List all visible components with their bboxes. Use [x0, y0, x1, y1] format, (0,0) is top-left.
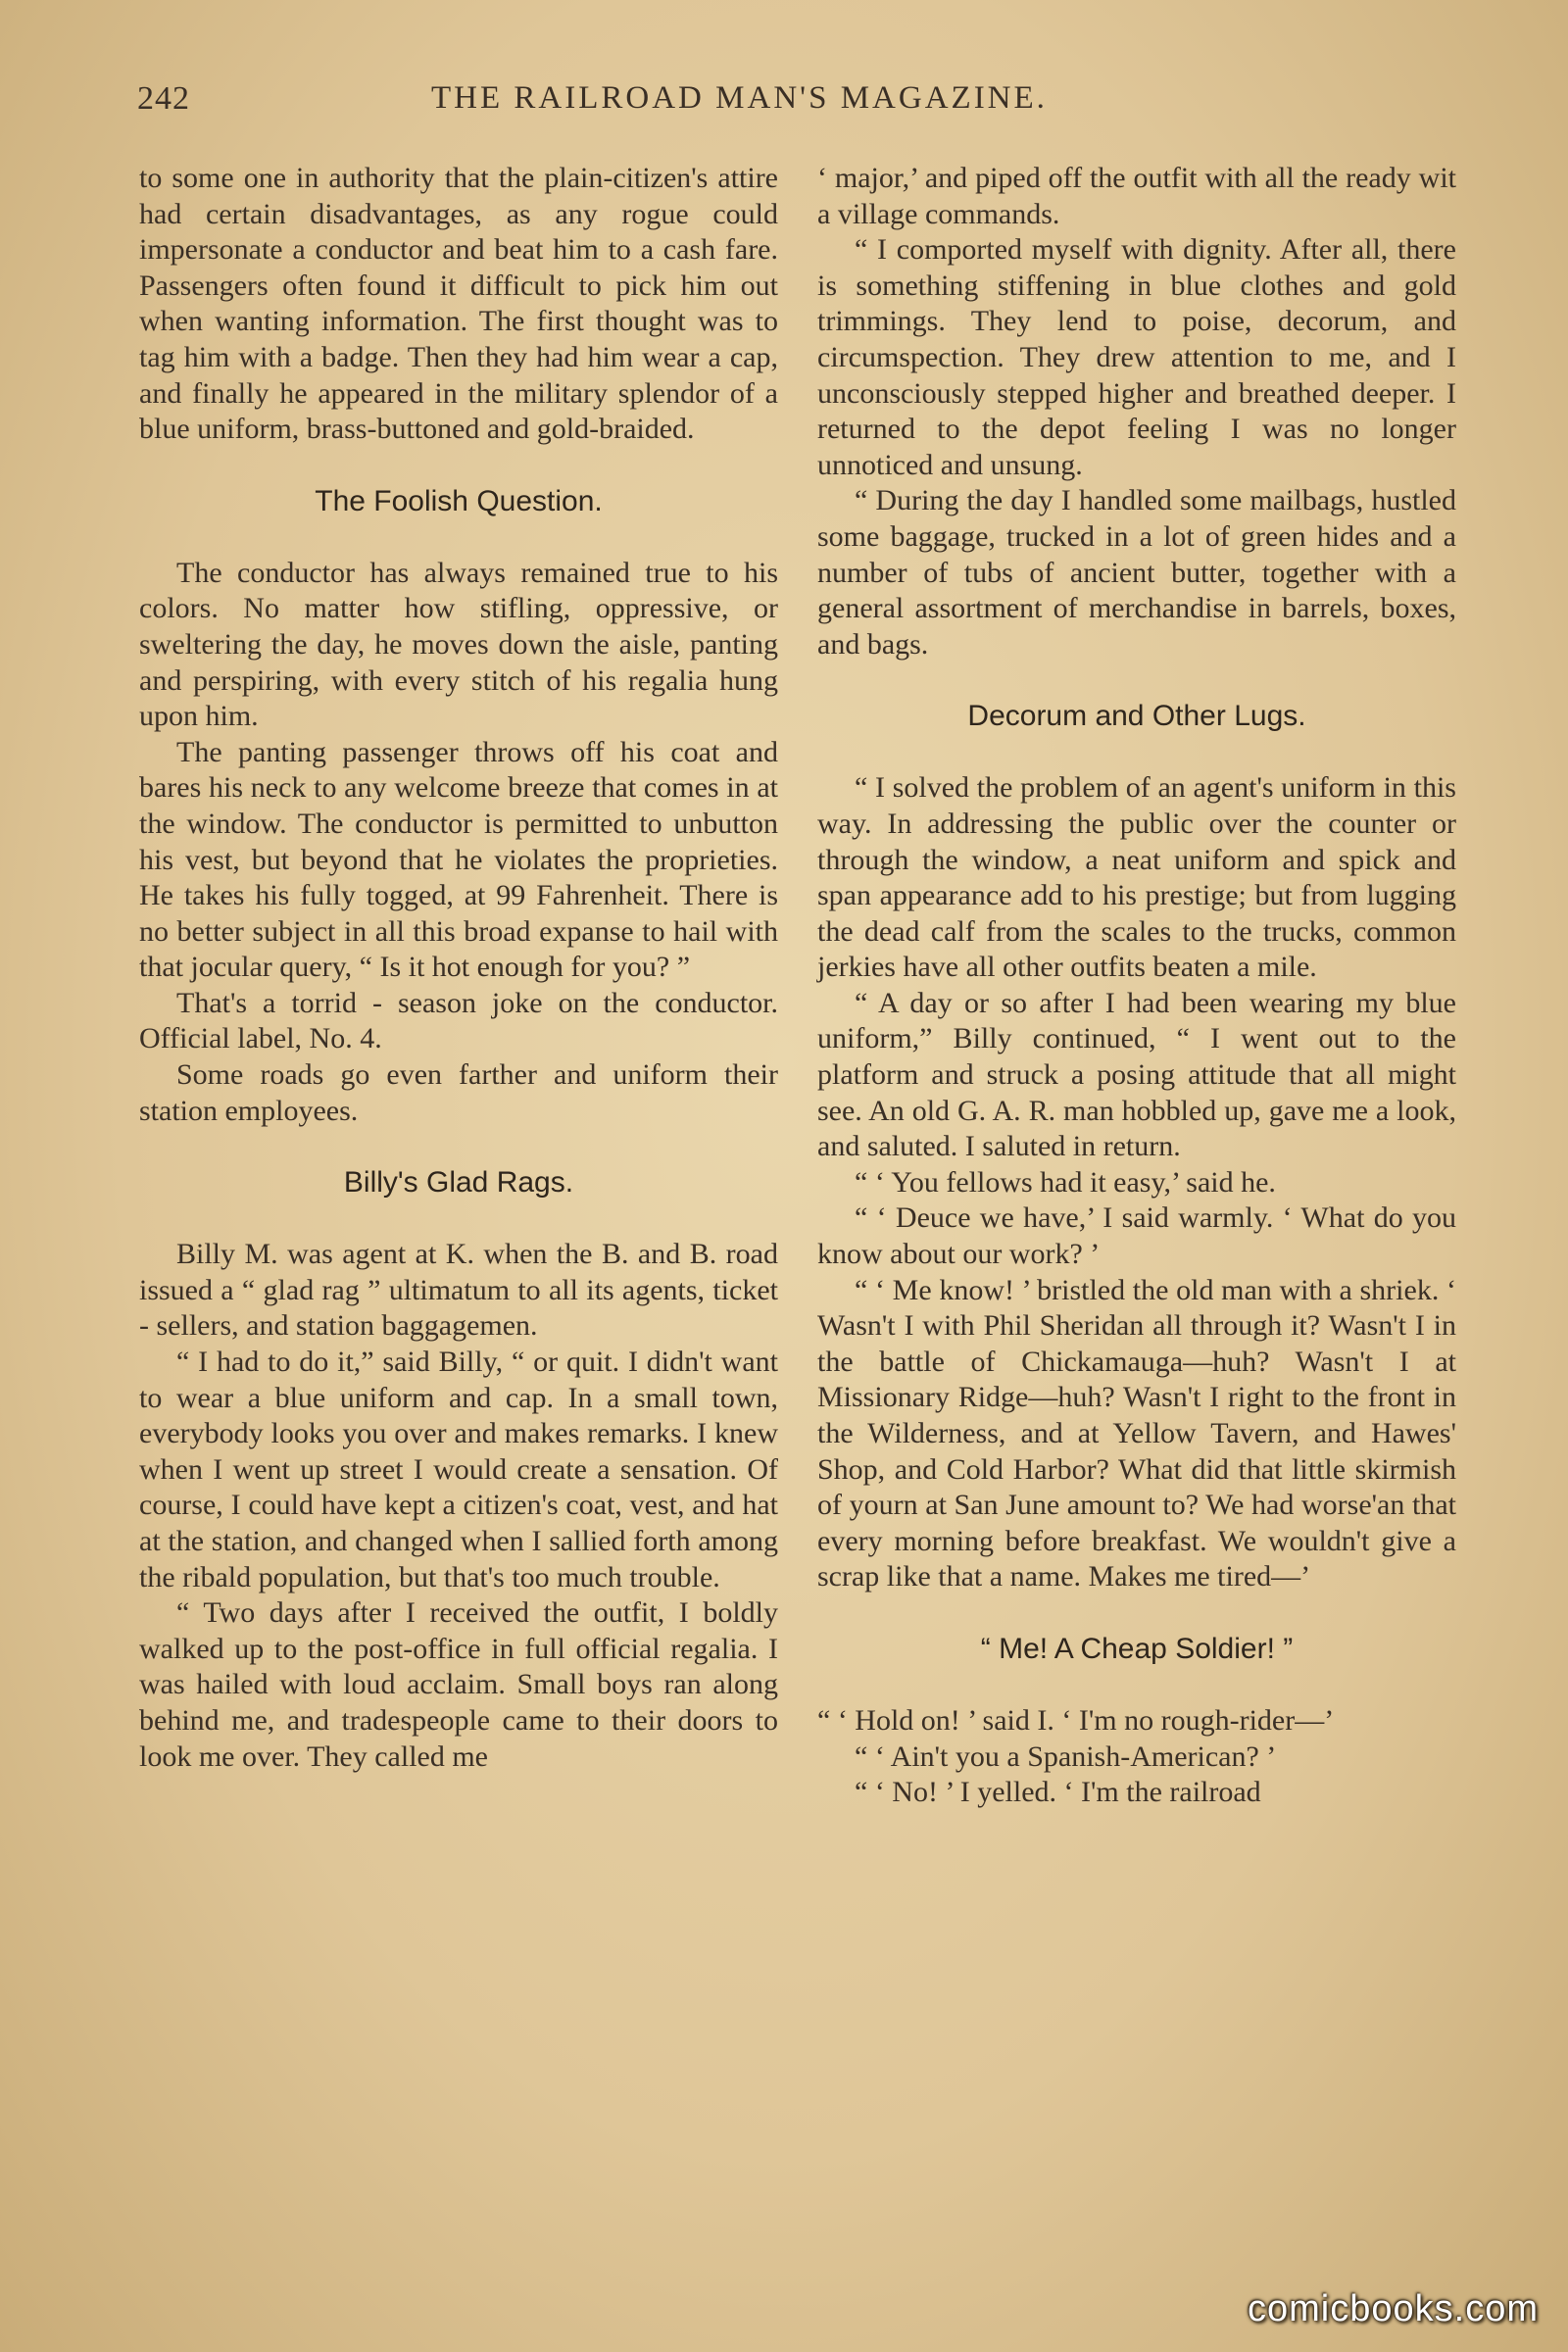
source-watermark: comicbooks.com — [1248, 2288, 1539, 2329]
section-heading-cheap-soldier: “ Me! A Cheap Soldier! ” — [980, 1632, 1294, 1665]
paragraph: The conductor has always remained true to his colors. No matter how stifling, oppressive, or sweltering the day, he moves down the aisle, panting and perspiring, with every stitch of his regalia hung upon him. — [139, 556, 778, 733]
paragraph: “ Two days after I received the outfit, I boldly walked up to the post-office in full official regalia. I was hailed with loud acclaim. Small boys ran along behind me, and tradespeople came to their doors to look me over. They called me — [139, 1596, 778, 1773]
running-title: THE RAILROAD MAN'S MAGAZINE. — [431, 80, 1048, 116]
page-header — [137, 80, 1450, 129]
paragraph: The panting passenger throws off his coat and bares his neck to any welcome breeze that comes in at the window. The conductor is permitted to unbutton his vest, but beyond that he violates the proprieties. He takes his fully togged, at 99 Fahrenheit. There is no better subject in all this broad expanse to hail with that jocular query, “ Is it hot enough for you? ” — [139, 735, 778, 984]
paragraph: to some one in authority that the plain-citizen's attire had certain disadvantages, as any rogue could impersonate a conductor and beat him to a cash fare. Passengers often found it difficult to pick him out when wanting information. The first thought was to tag him with a badge. Then they had him wear a cap, and finally he appeared in the military splendor of a blue uniform, brass-buttoned and gold-braided. — [139, 162, 778, 446]
paragraph: “ I had to do it,” said Billy, “ or quit. I didn't want to wear a blue uniform and cap. In a small town, everybody looks you over and makes remarks. I knew when I went up street I would create a sensation. Of course, I could have kept a citizen's coat, vest, and hat at the station, and changed when I sallied forth among the ribald population, but that's too much trouble. — [139, 1346, 778, 1593]
right-column — [817, 161, 1456, 1811]
paragraph: “ A day or so after I had been wearing my blue uniform,” Billy continued, “ I went out to the platform and struck a posing attitude that all might see. An old G. A. R. man hobbled up, gave me a look, and saluted. I saluted in return. — [817, 986, 1456, 1163]
paragraph: Billy M. was agent at K. when the B. and B. road issued a “ glad rag ” ultimatum to all its agents, ticket - sellers, and station baggagemen. — [139, 1238, 778, 1343]
paragraph: “ I solved the problem of an agent's uniform in this way. In addressing the public over the counter or through the window, a neat uniform and spick and span appearance add to his prestige; but from lugging the dead calf from the scales to the trucks, common jerkies have all other outfits beaten a mile. — [817, 771, 1456, 984]
paragraph: ‘ major,’ and piped off the outfit with all the ready wit a village commands. — [817, 162, 1456, 230]
paragraph: “ I comported myself with dignity. After all, there is something stiffening in blue clothes and gold trimmings. They lend to poise, decorum, and circumspection. They drew attention to me, and I unconsciously stepped higher and breathed deeper. I returned to the depot feeling I was no longer unnoticed and unsung. — [817, 233, 1456, 481]
paragraph: “ ‘ Me know! ’ bristled the old man with a shriek. ‘ Wasn't I with Phil Sheridan all through it? Wasn't I in the battle of Chickamauga—huh? Wasn't I at Missionary Ridge—huh? Wasn't I right to the front in the Wilderness, and at Yellow Tavern, and Hawes' Shop, and Cold Harbor? What did that little skirmish of yourn at San June amount to? We had worse'an that every morning before breakfast. We wouldn't give a scrap like that a name. Makes me tired—’ — [817, 1273, 1456, 1593]
section-heading-decorum: Decorum and Other Lugs. — [967, 700, 1306, 733]
paragraph: “ ‘ You fellows had it easy,’ said he. — [855, 1165, 1276, 1199]
paragraph: “ ‘ Hold on! ’ said I. ‘ I'm no rough-rider—’ — [817, 1703, 1335, 1737]
paragraph: “ ‘ No! ’ I yelled. ‘ I'm the railroad — [855, 1776, 1261, 1809]
paragraph: “ During the day I handled some mailbags, hustled some baggage, trucked in a lot of green hides and a number of tubs of ancient butter, together with a general assortment of merchandise in barrels, boxes, and bags. — [817, 484, 1456, 661]
paragraph: That's a torrid - season joke on the conductor. Official label, No. 4. — [139, 986, 778, 1055]
left-column — [139, 161, 778, 1775]
page-number: 242 — [137, 80, 190, 117]
paragraph: “ ‘ Ain't you a Spanish-American? ’ — [855, 1740, 1277, 1773]
section-heading-foolish-question: The Foolish Question. — [315, 484, 603, 517]
paragraph: “ ‘ Deuce we have,’ I said warmly. ‘ What do you know about our work? ’ — [817, 1201, 1456, 1271]
paragraph: Some roads go even farther and uniform their station employees. — [139, 1058, 778, 1127]
section-heading-billys-glad-rags: Billy's Glad Rags. — [343, 1166, 574, 1200]
